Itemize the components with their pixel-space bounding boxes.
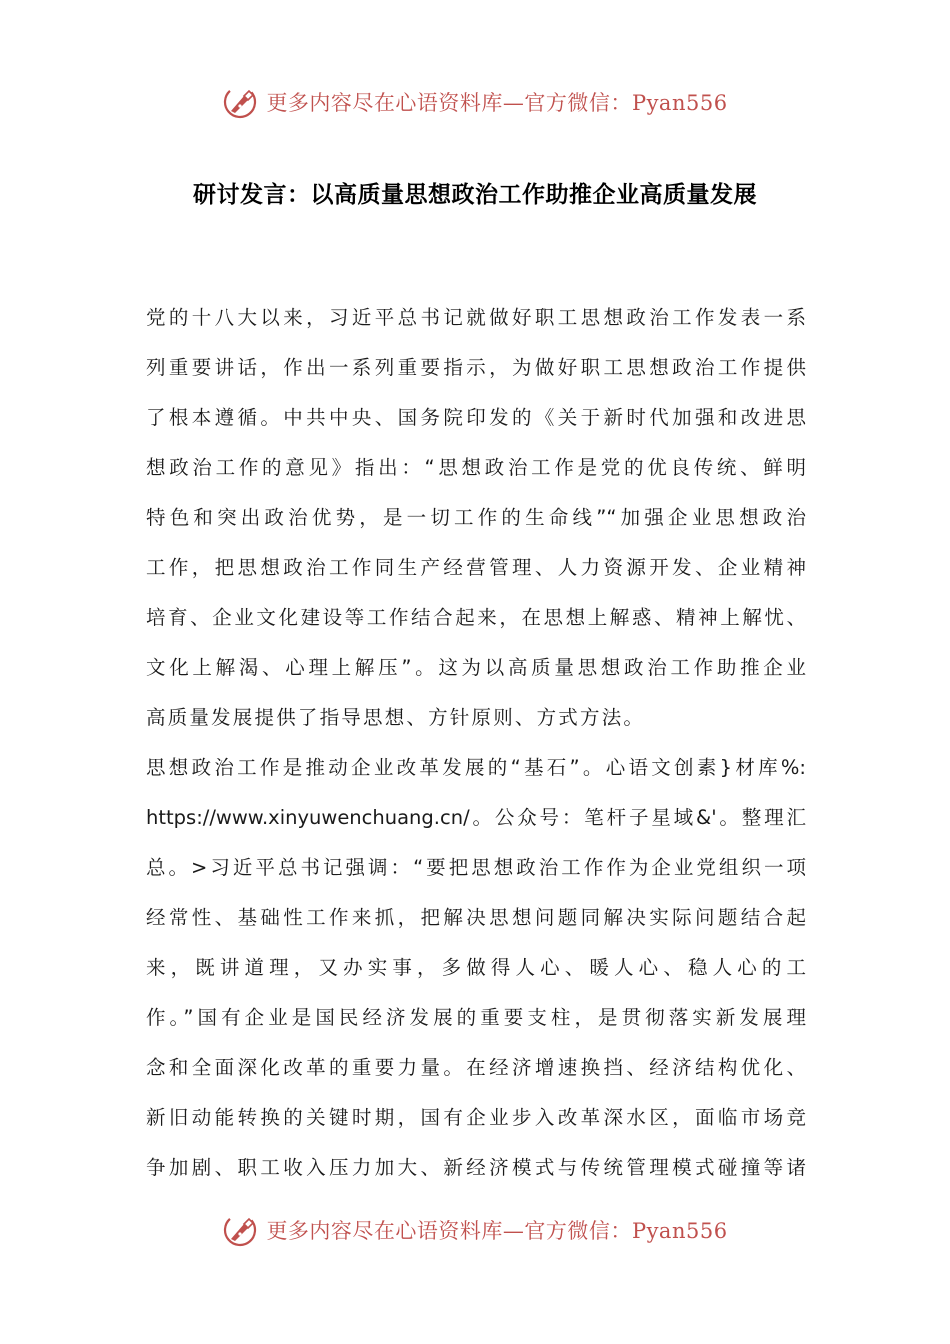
body-line: 了根本遵循。中共中央、国务院印发的《关于新时代加强和改进思 [146,406,806,429]
document-body [146,293,806,1193]
document-title: 研讨发言：以高质量思想政治工作助推企业高质量发展 [193,181,757,208]
body-line: 列重要讲话，作出一系列重要指示，为做好职工思想政治工作提供 [146,356,806,379]
body-line: 新旧动能转换的关键时期，国有企业步入改革深水区，面临市场竞 [146,1106,806,1129]
body-line: 来，既讲道理，又办实事，多做得人心、暖人心、稳人心的工 [146,956,806,979]
banner-wechat-id: Pyan556 [631,1219,728,1243]
pen-nib-logo-icon [222,84,258,120]
body-line: 作。”国有企业是国民经济发展的重要支柱，是贯彻落实新发展理 [146,1006,806,1029]
header-banner [0,80,950,124]
pen-nib-logo-icon [222,1212,258,1248]
body-line: 念和全面深化改革的重要力量。在经济增速换挡、经济结构优化、 [146,1056,806,1079]
body-line: 思想政治工作是推动企业改革发展的“基石”。心语文创素}材库%: [146,756,806,779]
body-line: 总。>习近平总书记强调：“要把思想政治工作作为企业党组织一项 [146,856,806,879]
body-line: 高质量发展提供了指导思想、方针原则、方式方法。 [146,706,646,729]
body-line: 工作，把思想政治工作同生产经营管理、人力资源开发、企业精神 [146,556,806,579]
body-line: https://www.xinyuwenchuang.cn/。公众号：笔杆子星域&'。整理汇 [146,806,806,829]
banner-text: 更多内容尽在心语资料库—官方微信： [266,1219,632,1243]
body-line: 想政治工作的意见》指出：“思想政治工作是党的优良传统、鲜明 [146,456,806,479]
banner-wechat-id: Pyan556 [631,91,728,115]
footer-banner [0,1208,950,1252]
body-line: 党的十八大以来，习近平总书记就做好职工思想政治工作发表一系 [146,306,806,329]
banner-text: 更多内容尽在心语资料库—官方微信： [266,91,632,115]
body-line: 经常性、基础性工作来抓，把解决思想问题同解决实际问题结合起 [146,906,806,929]
body-line: 特色和突出政治优势，是一切工作的生命线”“加强企业思想政治 [146,506,806,529]
body-line: 文化上解渴、心理上解压”。这为以高质量思想政治工作助推企业 [146,656,806,679]
body-line: 争加剧、职工收入压力加大、新经济模式与传统管理模式碰撞等诸 [146,1156,806,1179]
body-line: 培育、企业文化建设等工作结合起来，在思想上解惑、精神上解忧、 [146,606,806,629]
